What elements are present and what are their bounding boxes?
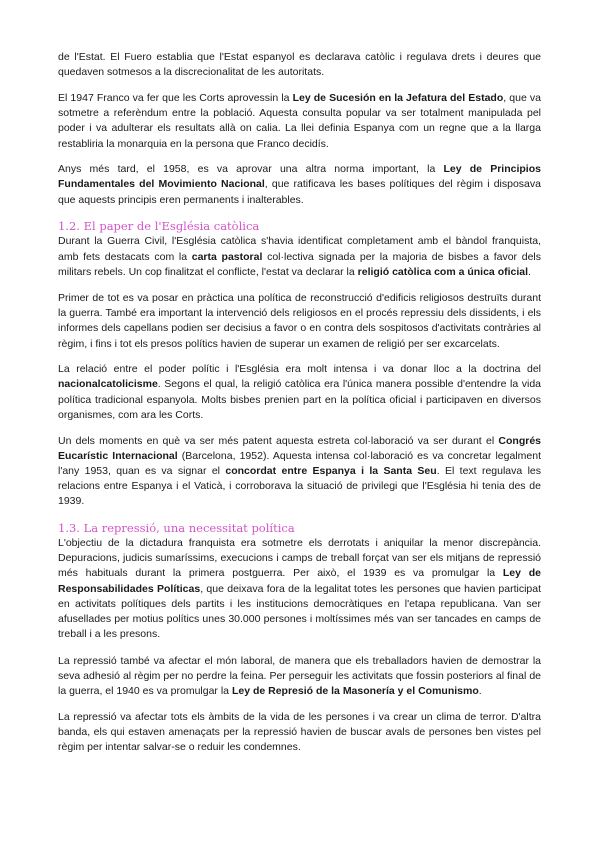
paragraph-fuero bbox=[58, 50, 541, 80]
text-run: Anys més tard, el 1958, es va aprovar una altra norma important, la bbox=[58, 163, 444, 176]
paragraph-clima-terror bbox=[58, 710, 541, 756]
bold-term: Congrés Eucarístic Internacional bbox=[58, 434, 541, 462]
paragraph-nacionalcatolicisme bbox=[58, 362, 541, 423]
paragraph-esglesia-guerra bbox=[58, 234, 541, 280]
section-heading-1-2: 1.2. El paper de l'Església catòlica bbox=[58, 219, 260, 234]
text-run: de l'Estat. El Fuero establia que l'Estat espanyol es declarava catòlic i regulava drets i deures que quedaven sotmesos a la discrecionalitat de les autoritats. bbox=[58, 51, 541, 79]
bold-term: Ley de Sucesión en la Jefatura del Estado bbox=[292, 91, 504, 104]
text-run: col·lectiva signada per la majoria de bisbes a favor dels militars rebels. Un cop finalitzat el conflicte, l'estat va declarar la bbox=[58, 250, 541, 278]
text-run: Primer de tot es va posar en pràctica una política de reconstrucció d'edificis religiosos destruïts durant la guerra. També era important la intervenció dels religiosos en el procés repressiu dels dissidents, i els informes dels capellans podien ser decisius a favor o en contra dels sospitosos d'activitats contràries al règim, i fins i tot els presos polítics havien de superar un examen de religió per ser excarcelats. bbox=[58, 291, 541, 350]
text-run: La repressió també va afectar el món laboral, de manera que els treballadors havien de demostrar la seva adhesió al règim per no perdre la feina. Per perseguir les activitats que fossin posteriors al final de la guerra, el 1940 es va promulgar la bbox=[58, 654, 541, 697]
paragraph-principios bbox=[58, 162, 541, 208]
text-run: Durant la Guerra Civil, l'Església catòlica s'havia identificat completament amb el bàndol franquista, amb fets destacats com la bbox=[58, 235, 541, 263]
bold-term: nacionalcatolicisme bbox=[58, 378, 158, 391]
text-run: L'objectiu de la dictadura franquista era sotmetre els derrotats i aniquilar la menor discrepància. Depuracions, judicis sumaríssims, execucions i camps de treball forçat van ser els mitjans de repressió més habituals durant la primera postguerra. Per això, el 1939 es va promulgar la bbox=[58, 537, 541, 580]
text-run: Un dels moments en què va ser més patent aquesta estreta col·laboració va ser durant el bbox=[58, 434, 499, 447]
paragraph-repressio-objectiu bbox=[58, 536, 541, 642]
document-page bbox=[58, 50, 541, 766]
paragraph-concordat bbox=[58, 434, 541, 510]
bold-term: carta pastoral bbox=[191, 250, 263, 263]
paragraph-ley-sucesion bbox=[58, 91, 541, 152]
bold-term: Ley de Represió de la Masonería y el Comunismo bbox=[231, 684, 479, 697]
bold-term: Ley de Responsabilidades Políticas bbox=[58, 567, 542, 595]
paragraph-repressio-laboral bbox=[58, 654, 541, 700]
bold-term: Ley de Principios Fundamentales del Movimiento Nacional bbox=[58, 163, 541, 191]
text-run: La relació entre el poder polític i l'Església era molt intensa i va donar lloc a la doctrina del bbox=[58, 363, 541, 376]
bold-term: religió catòlica com a única oficial bbox=[357, 265, 529, 278]
bold-term: concordat entre Espanya i la Santa Seu bbox=[225, 464, 437, 477]
text-run: . bbox=[528, 265, 531, 278]
section-heading-1-3: 1.3. La repressió, una necessitat política bbox=[58, 521, 295, 536]
text-run: , que deixava fora de la legalitat totes les persones que havien participat en activitats polítiques dels partits i les institucions democràtiques en l'etapa republicana. Van ser afusellades per motius polítics unes 30.000 persones i moltíssimes més van ser tancades en camps de treball i a les presons. bbox=[58, 582, 542, 641]
text-run: (Barcelona, 1952). Aquesta intensa col·laboració es va concretar legalment l'any 1953, quan es va signar el bbox=[58, 449, 541, 477]
text-run: . Segons el qual, la religió catòlica era l'única manera possible d'entendre la vida política tradicional espanyola. Molts bisbes prenien part en la política oficial i participaven en diversos organismes, com ara les Corts. bbox=[58, 378, 541, 421]
text-run: El 1947 Franco va fer que les Corts aprovessin la bbox=[58, 91, 293, 104]
text-run: , que va sotmetre a referèndum entre la població. Aquesta consulta popular va ser totalment manipulada pel poder i va adulterar els resultats allà on calia. La llei definia Espanya com un regne que a la llarga restabliria la monarquia en la persona que Franco decidís. bbox=[58, 91, 541, 150]
text-run: La repressió va afectar tots els àmbits de la vida de les persones i va crear un clima de terror. D'altra banda, els qui estaven amenaçats per la repressió havien de buscar avals de persones ben vistes pel règim per intentar salvar-se o reduir les condemnes. bbox=[58, 710, 541, 754]
text-run: , que ratificava les bases polítiques del règim i disposava que aquests principis eren permanents i inalterables. bbox=[58, 178, 541, 206]
text-run: . El text regulava les relacions entre Espanya i el Vaticà, i corroborava la situació de privilegi que l'Església hi tenia des de 1939. bbox=[58, 464, 542, 508]
paragraph-reconstruccio bbox=[58, 291, 541, 352]
text-run: . bbox=[478, 684, 482, 697]
